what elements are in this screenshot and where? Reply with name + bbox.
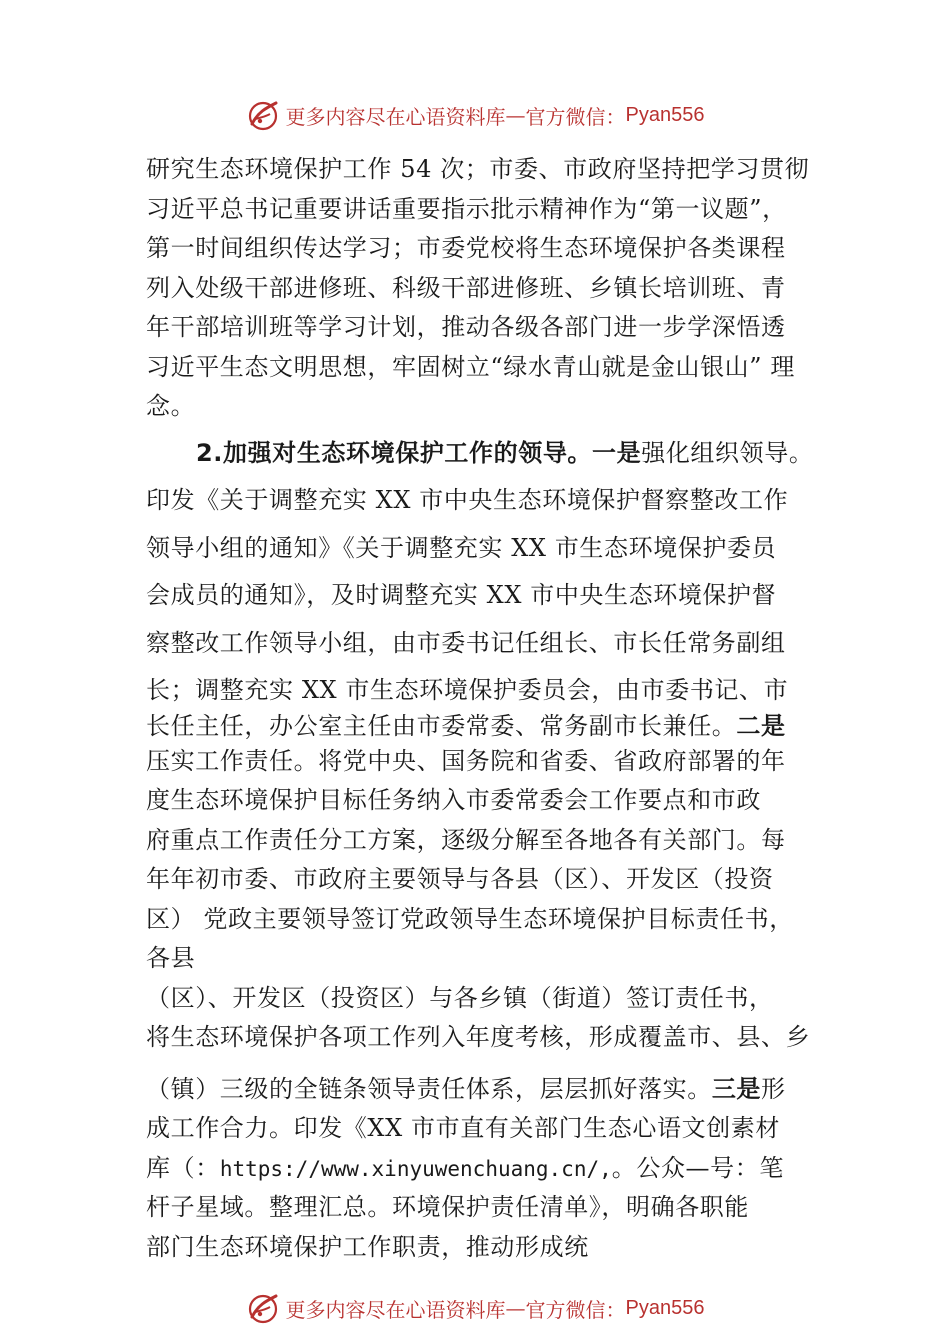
banner-wechat-id: Pyan556: [625, 1296, 705, 1319]
text-run: 强化组织领导。: [641, 438, 814, 467]
text-run: 库（：: [146, 1153, 220, 1182]
brand-logo-icon: [246, 1291, 280, 1325]
text-line: 列入处级干部进修班、科级干部进修班、乡镇长培训班、青: [146, 273, 786, 302]
banner-wechat-label: 官方微信：: [525, 1297, 626, 1322]
website-link-text: https://www.xinyuwenchuang.cn/,: [219, 1156, 612, 1181]
text-line: 第一时间组织传达学习；市委党校将生态环境保护各类课程: [146, 234, 786, 262]
section-heading: 2.加强对生态环境保护工作的领导。: [196, 438, 593, 467]
text-line: 长；调整充实 XX 市生态环境保护委员会，由市委书记、市: [146, 676, 789, 704]
text-line: 会成员的通知》，及时调整充实 XX 市中央生态环境保护督: [146, 581, 777, 609]
banner-wechat-id: Pyan556: [625, 103, 705, 126]
text-line: 习近平总书记重要讲话重要指示批示精神作为“第一议题”，: [146, 194, 787, 223]
footer-banner: [0, 1288, 950, 1328]
text-run: 长任主任，办公室主任由市委常委、常务副市长兼任。: [146, 711, 737, 740]
banner-title: 更多内容尽在心语资料库: [285, 1297, 506, 1322]
text-run: 形: [761, 1074, 786, 1103]
document-body: [146, 150, 826, 1267]
text-line: 印发《关于调整充实 XX 市中央生态环境保护督察整改工作: [146, 486, 789, 514]
text-line: [146, 1149, 826, 1189]
text-line: 念。: [146, 392, 196, 420]
header-banner: [0, 95, 950, 135]
text-line: 府重点工作责任分工方案，逐级分解至各地各有关部门。每: [146, 825, 786, 854]
text-line: 杆子星域。整理汇总。环境保护责任清单》，明确各职能: [146, 1193, 749, 1221]
text-line: 压实工作责任。将党中央、国务院和省委、省政府部署的年: [146, 746, 786, 775]
point-marker: 二是: [736, 711, 786, 740]
text-line: 度生态环境保护目标任务纳入市委常委会工作要点和市政: [146, 786, 761, 814]
text-line: 部门生态环境保护工作职责，推动形成统: [146, 1232, 589, 1261]
text-line: 察整改工作领导小组，由市委书记任组长、市长任常务副组: [146, 628, 786, 657]
text-line: 区） 党政主要领导签订党政领导生态环境保护目标责任书，: [146, 904, 794, 933]
text-line: 习近平生态文明思想，牢固树立“绿水青山就是金山银山” 理: [146, 352, 795, 381]
paragraph-heading-line: [146, 434, 826, 474]
text-line: 各县: [146, 944, 196, 972]
point-marker: 一是: [592, 438, 642, 467]
banner-wechat-label: 官方微信：: [525, 104, 626, 129]
text-line: 领导小组的通知》《关于调整充实 XX 市生态环境保护委员: [146, 533, 777, 562]
banner-separator: —: [505, 1296, 526, 1320]
point-marker: 三是: [711, 1074, 762, 1103]
text-line: 将生态环境保护各项工作列入年度考核，形成覆盖市、县、乡: [146, 1023, 811, 1051]
text-line: 年年初市委、市政府主要领导与各县（区）、开发区（投资: [146, 865, 774, 893]
text-run: （镇）三级的全链条领导责任体系，层层抓好落实。: [146, 1074, 712, 1103]
text-line: 研究生态环境保护工作 54 次；市委、市政府坚持把学习贯彻: [146, 155, 810, 183]
brand-logo-icon: [246, 98, 280, 132]
text-run: 。公众—号：笔: [611, 1153, 784, 1182]
text-line: （区）、开发区（投资区）与各乡镇（街道）签订责任书，: [146, 983, 774, 1012]
text-line: [146, 1070, 826, 1110]
text-line: 年干部培训班等学习计划，推动各级各部门进一步学深悟透: [146, 313, 786, 341]
text-line: [146, 711, 826, 742]
text-line: 成工作合力。印发《XX 市市直有关部门生态心语文创素材: [146, 1114, 780, 1142]
banner-separator: —: [505, 103, 526, 127]
banner-title: 更多内容尽在心语资料库: [285, 104, 506, 129]
